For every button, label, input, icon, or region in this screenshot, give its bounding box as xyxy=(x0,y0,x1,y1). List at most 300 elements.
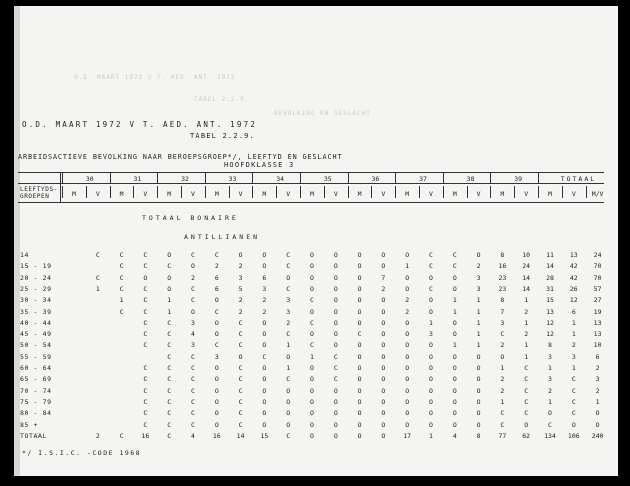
age-group-label: 55 - 59 xyxy=(20,352,52,361)
table-cell: O xyxy=(286,420,291,429)
header-rule-middle xyxy=(18,183,604,184)
age-group-label: 14 xyxy=(20,251,30,259)
sex-column-label: V xyxy=(429,190,433,198)
table-cell: O xyxy=(191,307,195,316)
table-cell: 2 xyxy=(381,284,386,293)
table-cell: 1 xyxy=(476,318,481,327)
table-cell: 2 xyxy=(286,318,291,327)
table-cell: O xyxy=(595,420,600,429)
table-cell: O xyxy=(452,273,457,282)
column-divider xyxy=(419,186,420,198)
table-cell: 1 xyxy=(571,330,576,339)
table-cell: O xyxy=(333,284,338,293)
table-cell: O xyxy=(333,386,338,395)
table-cell: 70 xyxy=(593,262,602,271)
table-cell: C xyxy=(167,386,172,395)
table-cell: O xyxy=(262,386,267,395)
table-cell: 1 xyxy=(500,397,505,406)
age-group-label: 20 - 24 xyxy=(20,273,52,282)
table-cell: O xyxy=(381,364,386,372)
table-cell: O xyxy=(429,352,433,361)
table-cell: C xyxy=(119,432,124,440)
table-cell: 1 xyxy=(524,341,529,350)
group-divider xyxy=(110,172,111,183)
table-cell: C xyxy=(310,318,314,327)
table-cell: 134 xyxy=(544,432,556,440)
age-group-label: 30 - 34 xyxy=(20,296,52,305)
table-cell: 8 xyxy=(548,341,552,350)
table-cell: O xyxy=(405,318,410,327)
column-divider xyxy=(324,186,325,198)
table-cell: C xyxy=(143,330,148,339)
table-cell: 70 xyxy=(593,273,602,282)
table-cell: C xyxy=(191,352,195,361)
table-cell: O xyxy=(310,375,314,384)
table-cell: C xyxy=(238,397,243,406)
table-cell: O xyxy=(476,386,481,395)
table-cell: O xyxy=(214,420,219,429)
table-cell: O xyxy=(214,330,219,339)
column-divider xyxy=(538,186,539,198)
sex-column-label: M xyxy=(548,190,552,198)
table-cell: 1 xyxy=(548,397,552,406)
sex-column-label: M xyxy=(357,190,362,198)
table-cell: 6 xyxy=(262,273,267,282)
table-cell: 16 xyxy=(498,262,507,271)
table-cell: 13 xyxy=(593,330,602,339)
table-cell: O xyxy=(381,420,386,429)
table-cell: C xyxy=(143,364,148,372)
column-divider xyxy=(157,186,158,198)
table-cell: O xyxy=(167,251,172,259)
table-cell: 7 xyxy=(500,307,505,316)
table-cell: O xyxy=(357,420,362,429)
table-cell: C xyxy=(167,409,172,418)
age-group-label: 60 - 64 xyxy=(20,364,52,372)
table-cell: 1 xyxy=(286,364,291,372)
table-cell: O xyxy=(476,251,481,259)
table-cell: 2 xyxy=(500,375,505,384)
scanned-page xyxy=(14,6,618,476)
table-cell: O xyxy=(381,251,386,259)
table-cell: 3 xyxy=(476,273,481,282)
table-cell: O xyxy=(405,386,410,395)
table-cell: 28 xyxy=(546,273,554,282)
table-cell: O xyxy=(310,284,314,293)
column-divider xyxy=(395,186,396,198)
sex-column-label: M xyxy=(72,190,76,198)
table-cell: 1 xyxy=(595,397,600,406)
table-cell: C xyxy=(143,284,148,293)
table-subtitle: HOOFDKLASSE 3 xyxy=(224,161,295,169)
table-cell: 13 xyxy=(593,318,602,327)
table-cell: O xyxy=(452,352,457,361)
table-cell: 13 xyxy=(546,307,554,316)
table-cell: 2 xyxy=(95,432,100,440)
table-cell: O xyxy=(286,386,291,395)
table-cell: 1 xyxy=(476,296,481,305)
sex-column-label: M xyxy=(500,190,505,198)
table-cell: O xyxy=(214,375,219,384)
table-cell: O xyxy=(262,318,267,327)
table-cell: C xyxy=(143,296,148,305)
table-cell: O xyxy=(476,397,481,406)
table-cell: O xyxy=(310,420,314,429)
table-cell: O xyxy=(357,432,362,440)
column-divider xyxy=(252,186,253,198)
table-cell: O xyxy=(405,251,410,259)
table-cell: C xyxy=(286,251,291,259)
sex-column-label: V xyxy=(476,190,481,198)
column-divider xyxy=(62,186,63,198)
table-cell: C xyxy=(143,397,148,406)
table-cell: 23 xyxy=(498,284,507,293)
table-cell: O xyxy=(333,432,338,440)
table-cell: 1 xyxy=(524,352,529,361)
sex-column-label: M xyxy=(167,190,172,198)
table-cell: O xyxy=(310,364,314,372)
table-cell: C xyxy=(238,386,243,395)
table-cell: C xyxy=(238,318,243,327)
table-cell: 3 xyxy=(191,341,195,350)
table-cell: C xyxy=(333,364,338,372)
table-cell: O xyxy=(452,386,457,395)
table-cell: C xyxy=(191,386,195,395)
table-cell: 3 xyxy=(476,284,481,293)
table-cell: 2 xyxy=(262,307,267,316)
table-cell: O xyxy=(357,386,362,395)
group-divider xyxy=(443,172,444,183)
table-cell: 1 xyxy=(119,296,124,305)
table-cell: C xyxy=(238,341,243,350)
table-cell: O xyxy=(310,273,314,282)
table-cell: C xyxy=(286,432,291,440)
age-group-label: 35 - 39 xyxy=(20,307,52,316)
table-cell: C xyxy=(571,375,576,384)
table-cell: C xyxy=(214,307,219,316)
table-cell: C xyxy=(238,375,243,384)
table-cell: 1 xyxy=(405,262,410,271)
column-group-label: 38 xyxy=(466,175,475,183)
table-cell: 10 xyxy=(522,251,531,259)
row-header-label: LEEFTYDS- GROEPEN xyxy=(20,186,58,200)
table-cell: 6 xyxy=(571,307,576,316)
sex-column-label: M xyxy=(119,190,124,198)
table-cell: C xyxy=(452,251,457,259)
table-cell: O xyxy=(429,307,433,316)
table-cell: C xyxy=(524,386,529,395)
table-cell: 62 xyxy=(522,432,531,440)
table-cell: O xyxy=(357,397,362,406)
column-divider xyxy=(133,186,134,198)
table-cell: C xyxy=(143,375,148,384)
report-header: O.D. MAART 1972 V T. AED. ANT. 1972 xyxy=(22,120,258,129)
table-cell: 77 xyxy=(498,432,507,440)
group-divider xyxy=(300,172,301,183)
table-cell: 6 xyxy=(595,352,600,361)
table-cell: 2 xyxy=(500,341,505,350)
table-cell: 2 xyxy=(571,341,576,350)
table-cell: C xyxy=(191,251,195,259)
table-cell: C xyxy=(191,375,195,384)
table-cell: O xyxy=(429,375,433,384)
column-divider xyxy=(586,186,587,198)
table-cell: O xyxy=(310,386,314,395)
column-divider xyxy=(205,186,206,198)
table-cell: 2 xyxy=(238,262,243,271)
table-cell: 3 xyxy=(429,330,433,339)
table-cell: C xyxy=(167,262,172,271)
column-divider xyxy=(490,186,491,198)
table-cell: 1 xyxy=(429,318,433,327)
sex-column-label: M/V xyxy=(591,190,604,198)
table-cell: 1 xyxy=(476,341,481,350)
table-cell: C xyxy=(310,341,314,350)
column-divider xyxy=(181,186,182,198)
table-cell: O xyxy=(333,397,338,406)
age-group-label: 50 - 54 xyxy=(20,341,52,350)
age-group-label: 85 + xyxy=(20,420,39,429)
table-cell: 3 xyxy=(286,296,291,305)
table-cell: 3 xyxy=(548,375,552,384)
table-cell: 1 xyxy=(571,318,576,327)
table-cell: C xyxy=(262,352,267,361)
table-cell: O xyxy=(214,409,219,418)
table-cell: C xyxy=(286,262,291,271)
subsection-title: ANTILLIANEN xyxy=(184,233,261,241)
table-cell: C xyxy=(119,284,124,293)
group-divider xyxy=(252,172,253,183)
table-cell: O xyxy=(429,273,433,282)
table-cell: O xyxy=(405,409,410,418)
table-cell: O xyxy=(381,386,386,395)
table-cell: 10 xyxy=(593,341,602,350)
sex-column-label: V xyxy=(571,190,576,198)
table-cell: 12 xyxy=(546,318,554,327)
table-cell: O xyxy=(357,364,362,372)
table-cell: O xyxy=(476,409,481,418)
table-cell: 2 xyxy=(405,296,410,305)
table-cell: C xyxy=(500,409,505,418)
group-divider xyxy=(395,172,396,183)
table-cell: O xyxy=(333,251,338,259)
table-cell: C xyxy=(119,262,124,271)
table-cell: O xyxy=(191,262,195,271)
table-cell: 2 xyxy=(191,273,195,282)
age-group-label: 75 - 79 xyxy=(20,397,52,406)
table-cell: O xyxy=(381,262,386,271)
table-cell: 15 xyxy=(260,432,269,440)
column-divider xyxy=(562,186,563,198)
sex-column-label: V xyxy=(238,190,243,198)
table-cell: C xyxy=(167,432,172,440)
age-group-label: 15 - 19 xyxy=(20,262,52,271)
table-cell: 1 xyxy=(286,341,291,350)
table-cell: C xyxy=(167,352,172,361)
table-cell: O xyxy=(357,375,362,384)
table-cell: O xyxy=(310,330,314,339)
table-cell: O xyxy=(476,420,481,429)
table-cell: O xyxy=(405,364,410,372)
bleed-through-line: O.D. MAART 1972 V T. AED. ANT. 1972 xyxy=(74,74,236,81)
table-cell: O xyxy=(286,273,291,282)
table-cell: 2 xyxy=(548,386,552,395)
table-cell: 3 xyxy=(262,284,267,293)
table-cell: O xyxy=(452,318,457,327)
table-cell: C xyxy=(143,262,148,271)
table-cell: C xyxy=(143,409,148,418)
table-cell: 23 xyxy=(498,273,507,282)
table-cell: O xyxy=(167,273,172,282)
table-cell: 1 xyxy=(500,364,505,372)
table-cell: 1 xyxy=(524,296,529,305)
sex-column-label: V xyxy=(95,190,100,198)
table-cell: O xyxy=(357,284,362,293)
table-cell: O xyxy=(262,262,267,271)
table-cell: 1 xyxy=(95,284,100,293)
table-cell: O xyxy=(214,397,219,406)
sex-column-label: M xyxy=(452,190,457,198)
table-cell: O xyxy=(381,318,386,327)
table-cell: 2 xyxy=(500,386,505,395)
table-cell: 8 xyxy=(500,296,505,305)
table-cell: O xyxy=(310,409,314,418)
age-group-label: 25 - 29 xyxy=(20,284,52,293)
table-cell: O xyxy=(357,262,362,271)
table-cell: O xyxy=(286,397,291,406)
table-cell: O xyxy=(476,364,481,372)
table-cell: 2 xyxy=(405,307,410,316)
column-divider xyxy=(300,186,301,198)
table-cell: 19 xyxy=(593,307,602,316)
table-cell: O xyxy=(310,251,314,259)
table-cell: O xyxy=(381,409,386,418)
table-cell: 8 xyxy=(500,251,505,259)
header-rule-top xyxy=(18,172,604,173)
table-cell: 2 xyxy=(238,307,243,316)
table-cell: O xyxy=(452,330,457,339)
column-group-label: 33 xyxy=(228,175,237,183)
table-cell: O xyxy=(405,420,410,429)
table-cell: 1 xyxy=(452,307,457,316)
table-cell: 57 xyxy=(593,284,602,293)
table-cell: O xyxy=(262,409,267,418)
table-cell: C xyxy=(167,364,172,372)
table-cell: C xyxy=(500,330,505,339)
table-cell: O xyxy=(357,273,362,282)
table-cell: C xyxy=(524,409,529,418)
table-cell: C xyxy=(452,262,457,271)
table-cell: 13 xyxy=(569,251,578,259)
column-group-label: 30 xyxy=(85,175,94,183)
table-cell: 2 xyxy=(595,386,600,395)
table-cell: C xyxy=(524,375,529,384)
table-cell: O xyxy=(214,364,219,372)
column-divider xyxy=(467,186,468,198)
table-cell: O xyxy=(452,409,457,418)
table-cell: O xyxy=(333,273,338,282)
table-cell: 8 xyxy=(476,432,481,440)
table-cell: 4 xyxy=(191,330,195,339)
table-cell: C xyxy=(143,420,148,429)
column-divider xyxy=(229,186,230,198)
table-cell: C xyxy=(119,251,124,259)
table-cell: O xyxy=(476,352,481,361)
table-cell: C xyxy=(167,341,172,350)
column-divider xyxy=(110,186,111,198)
group-divider xyxy=(62,172,63,183)
table-cell: O xyxy=(143,273,148,282)
table-cell: 2 xyxy=(595,364,600,372)
table-cell: 14 xyxy=(546,262,554,271)
table-cell: O xyxy=(214,386,219,395)
table-cell: 3 xyxy=(238,273,243,282)
table-cell: C xyxy=(143,251,148,259)
table-cell: 2 xyxy=(524,307,529,316)
table-cell: C xyxy=(143,318,148,327)
table-cell: C xyxy=(167,420,172,429)
table-cell: 17 xyxy=(403,432,412,440)
table-cell: 16 xyxy=(212,432,221,440)
table-cell: C xyxy=(500,420,505,429)
table-cell: C xyxy=(191,296,195,305)
table-cell: C xyxy=(95,251,100,259)
table-cell: O xyxy=(262,420,267,429)
age-group-label: 40 - 44 xyxy=(20,318,52,327)
column-divider xyxy=(276,186,277,198)
table-cell: O xyxy=(357,341,362,350)
table-cell: O xyxy=(381,296,386,305)
table-cell: O xyxy=(429,420,433,429)
table-cell: O xyxy=(452,420,457,429)
table-cell: 3 xyxy=(191,318,195,327)
section-title: TOTAAL BONAIRE xyxy=(142,214,239,222)
table-cell: 5 xyxy=(238,284,243,293)
table-cell: 1 xyxy=(429,432,433,440)
sex-column-label: V xyxy=(191,190,195,198)
table-cell: O xyxy=(333,341,338,350)
table-cell: O xyxy=(429,409,433,418)
table-cell: O xyxy=(310,262,314,271)
table-cell: 1 xyxy=(548,364,552,372)
table-cell: 16 xyxy=(141,432,150,440)
table-cell: O xyxy=(310,432,314,440)
table-cell: O xyxy=(452,284,457,293)
table-cell: O xyxy=(214,296,219,305)
column-divider xyxy=(371,186,372,198)
table-cell: 3 xyxy=(571,352,576,361)
bleed-through-line: TABEL 2.2.9. xyxy=(194,96,250,103)
table-cell: O xyxy=(262,364,267,372)
table-cell: C xyxy=(238,420,243,429)
table-cell: C xyxy=(357,330,362,339)
table-cell: 42 xyxy=(569,273,578,282)
table-cell: 2 xyxy=(238,296,243,305)
table-cell: O xyxy=(500,352,505,361)
footnote: */ I.S.I.C. -CODE 1968 xyxy=(22,449,142,457)
table-cell: 1 xyxy=(452,296,457,305)
sex-column-label: V xyxy=(524,190,529,198)
table-cell: O xyxy=(405,375,410,384)
table-cell: O xyxy=(262,375,267,384)
table-cell: C xyxy=(167,397,172,406)
table-cell: O xyxy=(357,409,362,418)
sex-column-label: M xyxy=(214,190,219,198)
table-cell: O xyxy=(452,397,457,406)
table-cell: 3 xyxy=(500,318,505,327)
table-cell: C xyxy=(286,284,291,293)
table-cell: C xyxy=(238,364,243,372)
